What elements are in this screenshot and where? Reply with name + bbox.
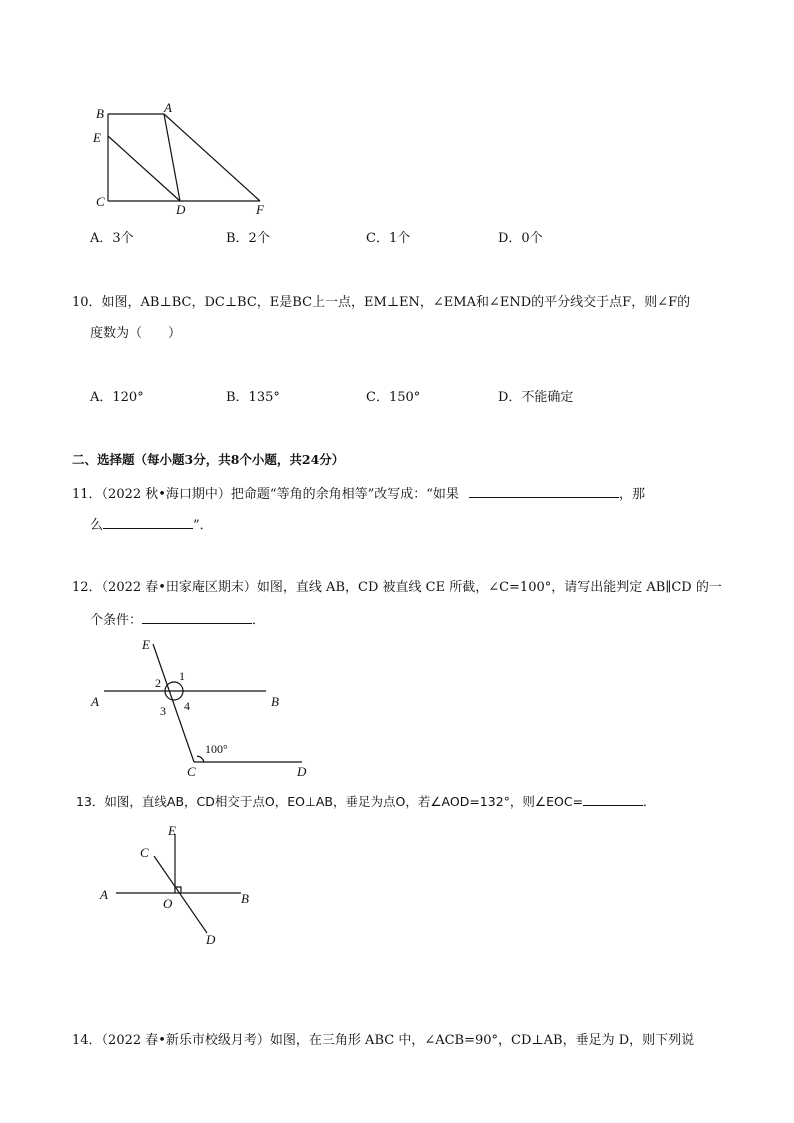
q10-line1	[72, 295, 690, 311]
label-C: C	[187, 764, 196, 779]
label-A: A	[164, 100, 172, 115]
label-E: E	[93, 130, 101, 145]
label-O: O	[163, 896, 173, 911]
label-A: A	[91, 694, 99, 709]
q10-number: 10．	[72, 295, 102, 310]
q11-text-d: ”．	[193, 518, 213, 533]
label-A: A	[100, 887, 108, 902]
angle-label-3: 3	[160, 704, 166, 718]
angle-mark-100	[197, 756, 204, 762]
label-B: B	[241, 891, 249, 906]
label-B: B	[96, 106, 104, 121]
label-B: B	[271, 694, 279, 709]
q11-text-a: 11．（2022 秋•海口期中）把命题“等角的余角相等”改写成：“如果	[72, 487, 459, 502]
label-D: D	[176, 202, 186, 217]
label-E: E	[168, 823, 176, 838]
q11-text-b: ，那	[619, 487, 646, 502]
segment-AF	[164, 114, 260, 201]
q14-line1: 14．（2022 春•新乐市校级月考）如图，在三角形 ABC 中，∠ACB=90°，CD⊥AB，垂足为 D，则下列说	[72, 1033, 695, 1048]
q9-figure	[90, 98, 290, 220]
q11-blank-2[interactable]	[103, 516, 193, 529]
q13-figure	[96, 820, 276, 955]
label-D: D	[297, 764, 307, 779]
section-2-title: 二、选择题（每小题3分，共8个小题，共24分）	[72, 452, 345, 467]
q13-blank[interactable]	[583, 793, 643, 806]
segment-ED	[108, 136, 180, 201]
angle-label-1: 1	[179, 669, 185, 683]
q10-option-a[interactable]: A．120°	[90, 390, 144, 405]
q13-text-a: 13．如图，直线AB，CD相交于点O，EO⊥AB，垂足为点O，若∠AOD=132°，则∠EOC=	[76, 794, 584, 809]
q10-option-c[interactable]: C．150°	[366, 390, 421, 405]
q9-option-c[interactable]: C．1个	[366, 231, 411, 246]
line-CD	[154, 856, 207, 933]
q9-option-d[interactable]: D．0个	[498, 231, 543, 246]
q12-figure	[86, 632, 326, 782]
q12-line1: 12．（2022 春•田家庵区期末）如图，直线 AB，CD 被直线 CE 所截，∠C=100°，请写出能判定 AB∥CD 的一	[72, 580, 722, 595]
q10-option-d[interactable]: D．不能确定	[498, 390, 574, 405]
label-C: C	[140, 845, 149, 860]
label-C: C	[96, 194, 105, 209]
q10-line2: 度数为（ ）	[90, 326, 182, 341]
label-D: D	[206, 932, 216, 947]
label-F: F	[256, 202, 264, 217]
q10-option-b[interactable]: B．135°	[226, 390, 280, 405]
q11-line1	[72, 485, 645, 503]
q11-text-c: 么	[90, 518, 104, 533]
label-E: E	[142, 637, 150, 652]
q9-option-a[interactable]: A．3个	[90, 231, 134, 246]
q12-line2	[90, 611, 265, 629]
angle-label-2: 2	[155, 676, 161, 690]
q13-text-b: ．	[643, 794, 656, 809]
angle-label-100: 100°	[205, 742, 228, 756]
q13-line	[76, 793, 656, 810]
angle-label-4: 4	[184, 699, 190, 713]
q10-text-line1: 如图，AB⊥BC，DC⊥BC，E是BC上一点，EM⊥EN，∠EMA和∠END的平分线交于点F，则∠F的	[101, 295, 691, 310]
q9-option-b[interactable]: B．2个	[226, 231, 270, 246]
q12-text-b: ．	[252, 613, 266, 628]
q12-text-a: 个条件：	[90, 613, 143, 628]
q11-blank-1[interactable]	[469, 485, 619, 498]
q11-line2	[90, 516, 213, 534]
q12-blank[interactable]	[142, 611, 252, 624]
